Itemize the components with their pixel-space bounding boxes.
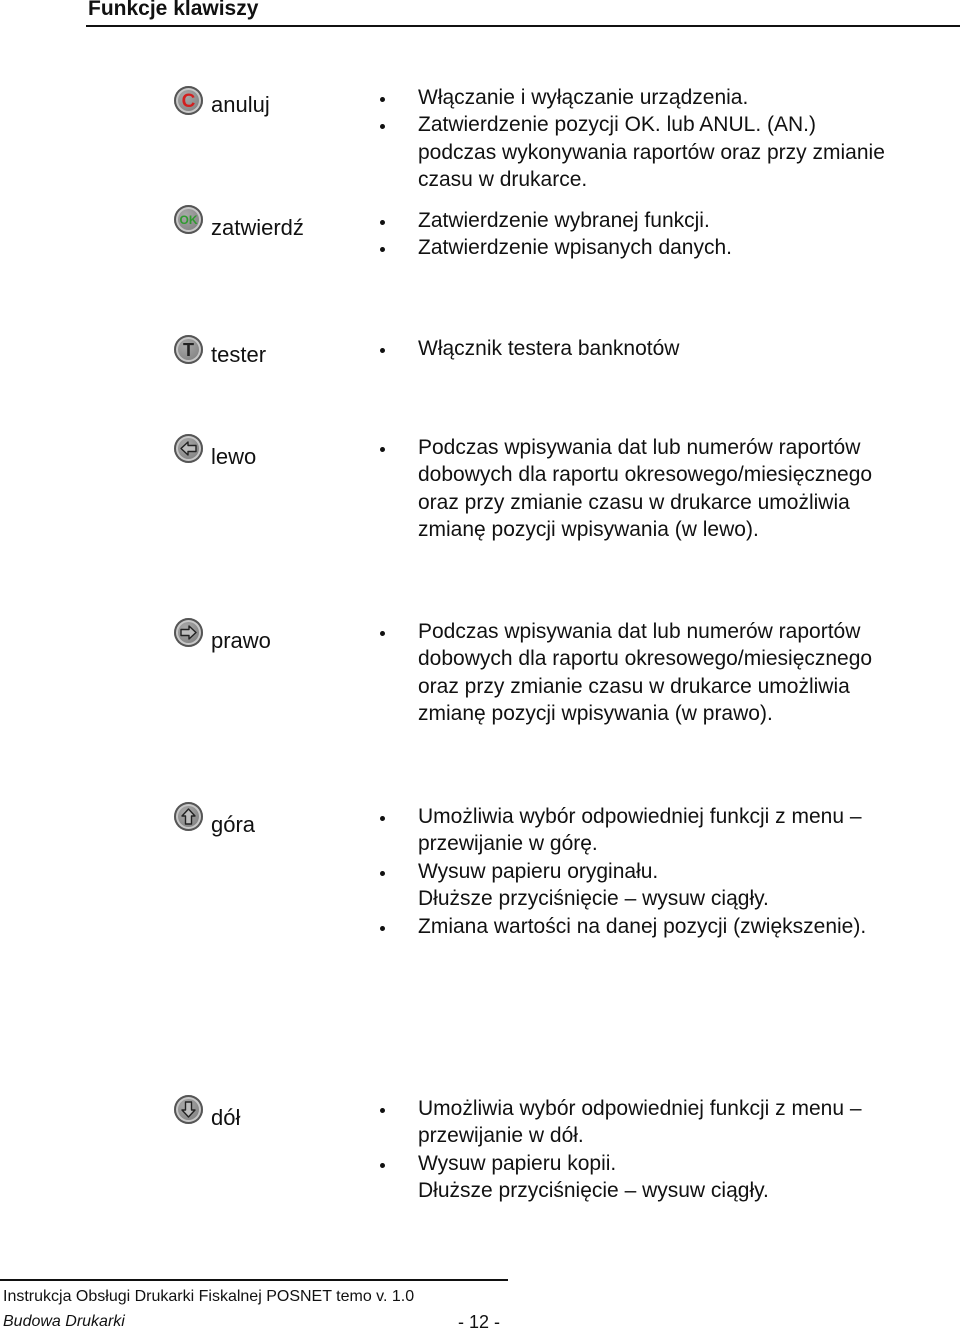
bullet xyxy=(380,124,385,129)
desc-line: Zatwierdzenie wybranej funkcji. xyxy=(418,209,710,232)
arrow-up-icon xyxy=(174,802,203,831)
desc-line: Zatwierdzenie wpisanych danych. xyxy=(418,236,732,259)
bullet xyxy=(380,97,385,102)
page-number: - 12 - xyxy=(458,1312,501,1332)
key-label-up: góra xyxy=(211,812,256,837)
desc-line: Podczas wpisywania dat lub numerów raportów xyxy=(418,620,861,643)
desc-line: dobowych dla raportu okresowego/miesięcznego xyxy=(418,647,873,670)
desc-line: podczas wykonywania raportów oraz przy zmianie xyxy=(418,141,885,164)
footer-manual-title: Instrukcja Obsługi Drukarki Fiskalnej POSNET temo v. 1.0 xyxy=(3,1288,415,1305)
svg-text:OK: OK xyxy=(179,213,198,227)
key-label-confirm: zatwierdź xyxy=(211,215,304,240)
desc-line: Umożliwia wybór odpowiedniej funkcji z menu – xyxy=(418,1097,862,1120)
key-label-tester: tester xyxy=(211,342,267,367)
desc-line: zmianę pozycji wpisywania (w lewo). xyxy=(418,518,759,541)
key-label-cancel: anuluj xyxy=(211,92,270,117)
bullet xyxy=(380,447,385,452)
desc-line: Włącznik testera banknotów xyxy=(418,337,680,360)
key-label-right: prawo xyxy=(211,628,271,653)
desc-line: oraz przy zmianie czasu w drukarce umożliwia xyxy=(418,675,850,698)
bullet xyxy=(380,871,385,876)
bullet xyxy=(380,247,385,252)
bullet xyxy=(380,816,385,821)
desc-line: przewijanie w górę. xyxy=(418,832,598,855)
desc-line: przewijanie w dół. xyxy=(418,1124,584,1147)
bullet xyxy=(380,1163,385,1168)
arrow-right-icon xyxy=(174,618,203,647)
desc-line: Umożliwia wybór odpowiedniej funkcji z menu – xyxy=(418,805,862,828)
footer-divider xyxy=(0,1279,508,1281)
bullet xyxy=(380,1108,385,1113)
ok-confirm-icon xyxy=(174,205,203,234)
desc-line: dobowych dla raportu okresowego/miesięcznego xyxy=(418,463,873,486)
desc-line: Zmiana wartości na danej pozycji (zwiększenie). xyxy=(418,915,867,938)
arrow-down-icon xyxy=(174,1095,203,1124)
header-divider xyxy=(86,25,960,27)
desc-line: Wysuw papieru kopii. xyxy=(418,1152,617,1175)
desc-line: Wysuw papieru oryginału. xyxy=(418,860,659,883)
key-label-left: lewo xyxy=(211,444,257,469)
arrow-left-icon xyxy=(174,434,203,463)
footer-section: Budowa Drukarki xyxy=(3,1313,125,1330)
desc-line: Dłuższe przyciśnięcie – wysuw ciągły. xyxy=(418,1179,769,1202)
desc-line: Włączanie i wyłączanie urządzenia. xyxy=(418,86,749,109)
desc-line: Podczas wpisywania dat lub numerów raportów xyxy=(418,436,861,459)
desc-line: Dłuższe przyciśnięcie – wysuw ciągły. xyxy=(418,887,769,910)
bullet xyxy=(380,631,385,636)
key-label-down: dół xyxy=(211,1105,241,1130)
bullet xyxy=(380,348,385,353)
desc-line: Zatwierdzenie pozycji OK. lub ANUL. (AN.) xyxy=(418,113,816,136)
bullet xyxy=(380,926,385,931)
c-cancel-icon xyxy=(174,86,203,115)
desc-line: czasu w drukarce. xyxy=(418,168,588,191)
t-tester-icon xyxy=(174,335,203,364)
svg-text:C: C xyxy=(181,91,196,112)
svg-text:T: T xyxy=(183,340,194,360)
desc-line: oraz przy zmianie czasu w drukarce umożliwia xyxy=(418,491,850,514)
bullet xyxy=(380,220,385,225)
desc-line: zmianę pozycji wpisywania (w prawo). xyxy=(418,702,773,725)
page-title: Funkcje klawiszy xyxy=(88,0,259,20)
